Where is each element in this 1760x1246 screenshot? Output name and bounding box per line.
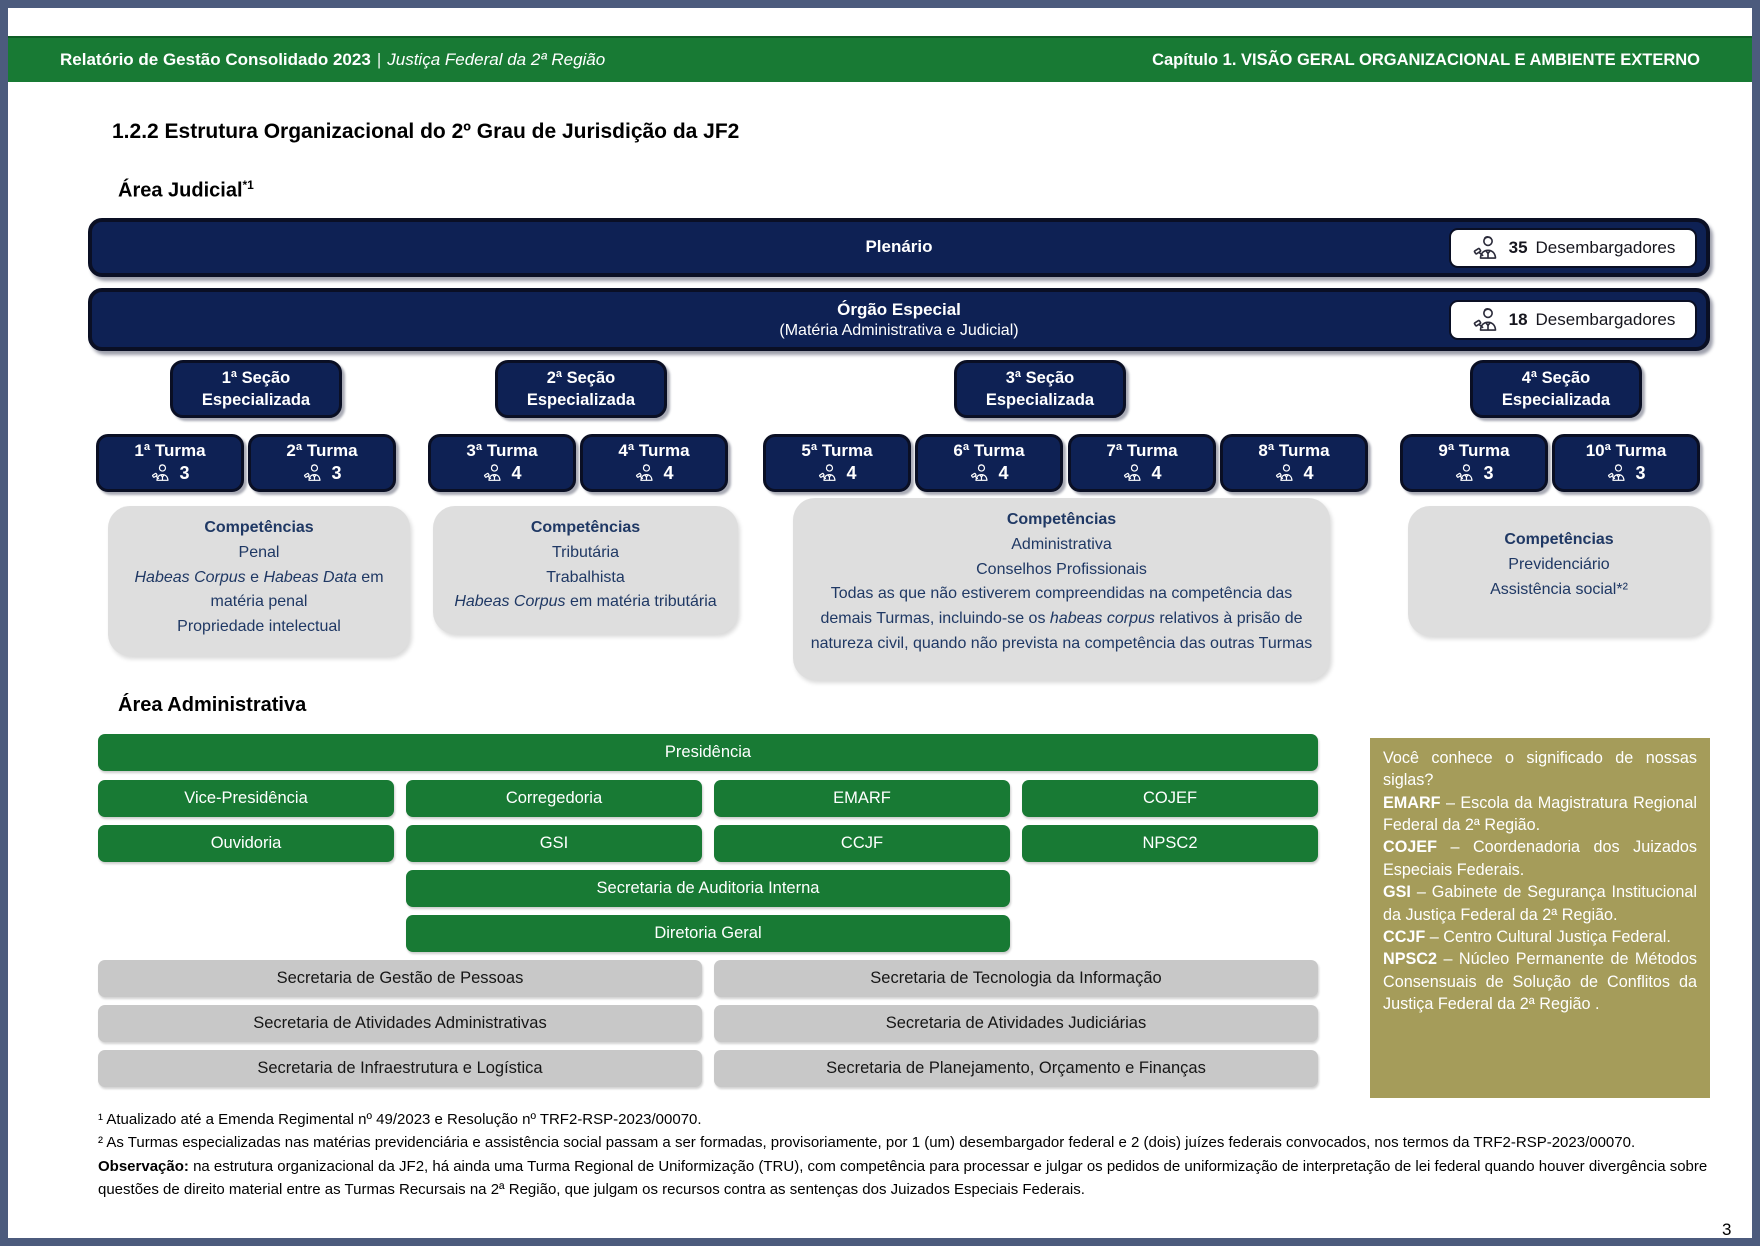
bar-cojef: COJEF — [1022, 780, 1318, 817]
secao-4-box: 4ª Seção Especializada — [1470, 360, 1642, 418]
acronyms-sidebar — [1370, 738, 1710, 1098]
header-separator: | — [376, 50, 382, 69]
bar-secretaria-infraestrutura-logistica: Secretaria de Infraestrutura e Logística — [98, 1050, 702, 1087]
footnotes: ¹ Atualizado até a Emenda Regimental nº 49/2023 e Resolução nº TRF2-RSP-2023/00070. ² As Turmas especializadas nas matérias previdenciária e assistência social passam a ser formadas, provisoriamente, por 1 (um) desembargador federal e 2 (dois) juízes federais convocados, nos termos da TRF2-RSP-2023/00070. Observação: na estrutura organizacional da JF2, há ainda uma Turma Regional de Uniformização (TRU), com competência para processar e julgar os pedidos de uniformização de interpretação de lei federal quando houver divergência sobre questões de direito material entre as Turmas Recursais na 2ª Região, que julgam os recursos contra as sentenças dos Juizados Especiais Federais. — [98, 1111, 1708, 1198]
judge-icon — [817, 462, 839, 484]
badge-count: 18 — [1508, 309, 1528, 329]
bar-gsi: GSI — [406, 825, 702, 862]
judge-icon — [302, 462, 324, 484]
judge-icon — [482, 462, 504, 484]
bar-ouvidoria: Ouvidoria — [98, 825, 394, 862]
turma-8-box: 8ª Turma 4 — [1220, 434, 1368, 492]
secao-3-box: 3ª Seção Especializada — [954, 360, 1126, 418]
competencias-box-3: Competências Administrativa Conselhos Profissionais Todas as que não estiverem compreendidas na competência das demais Turmas, incluindo-se os habeas corpus relativos à prisão de natureza civil, quando não prevista na competência das outras Turmas — [793, 498, 1330, 680]
plenario-badge — [1449, 228, 1697, 268]
judicial-heading: Área Judicial$^{*1}$ — [118, 178, 254, 202]
competencias-lines: Tributária Trabalhista Habeas Corpus em matéria tributária — [454, 543, 717, 611]
judge-icon — [1471, 305, 1501, 335]
page-title: 1.2.2 Estrutura Organizacional do 2º Grau de Jurisdição da JF2 — [112, 120, 740, 143]
page-number: 3 — [1722, 1220, 1732, 1239]
bar-secretaria-atividades-judiciarias: Secretaria de Atividades Judiciárias — [714, 1005, 1318, 1042]
judge-icon — [634, 462, 656, 484]
sidebar-intro: Você conhece o significado de nossas siglas? — [1383, 749, 1697, 790]
turma-1-box: 1ª Turma 3 — [96, 434, 244, 492]
judge-icon — [1606, 462, 1628, 484]
turma-6-box: 6ª Turma 4 — [915, 434, 1063, 492]
turma-5-box: 5ª Turma 4 — [763, 434, 911, 492]
badge-label: Desembargadores — [1535, 309, 1676, 329]
bar-vice-presidencia: Vice-Presidência — [98, 780, 394, 817]
competencias-box-2: Competências Tributária Trabalhista Habeas Corpus em matéria tributária — [433, 506, 738, 634]
judge-icon — [1454, 462, 1476, 484]
turma-3-box: 3ª Turma 4 — [428, 434, 576, 492]
competencias-lines: Previdenciário Assistência social*² — [1490, 555, 1628, 598]
bar-diretoria-geral: Diretoria Geral — [406, 915, 1010, 952]
secao-1-box: 1ª Seção Especializada — [170, 360, 342, 418]
plenario-label: Plenário — [865, 237, 933, 257]
judge-icon — [969, 462, 991, 484]
bar-corregedoria: Corregedoria — [406, 780, 702, 817]
bar-secretaria-tecnologia-informacao: Secretaria de Tecnologia da Informação — [714, 960, 1318, 997]
header-chapter-title: Capítulo 1. VISÃO GERAL ORGANIZACIONAL E AMBIENTE EXTERNO — [1152, 50, 1700, 69]
bar-npsc2: NPSC2 — [1022, 825, 1318, 862]
judge-icon — [1122, 462, 1144, 484]
sidebar-entries: EMARF – Escola da Magistratura Regional Federal da 2ª Região. COJEF – Coordenadoria dos Juizados Especiais Federais. GSI – Gabinete de Segurança Institucional da Justiça Federal da 2ª Região. CCJF – Centro Cultural Justiça Federal. NPSC2 – Núcleo Permanente de Métodos Consensuais de Solução de Conflitos da Justiça Federal da 2ª Região . — [1383, 793, 1697, 1013]
secao-2-box: 2ª Seção Especializada — [495, 360, 667, 418]
bar-ccjf: CCJF — [714, 825, 1010, 862]
header-report-title: Relatório de Gestão Consolidado 2023 | Justiça Federal da 2ª Região — [60, 50, 606, 69]
orgao-especial-label: Órgão Especial — [837, 300, 961, 320]
bar-auditoria-interna: Secretaria de Auditoria Interna — [406, 870, 1010, 907]
turma-7-box: 7ª Turma 4 — [1068, 434, 1216, 492]
competencias-lines: Penal Habeas Corpus e Habeas Data em matéria penal Propriedade intelectual — [134, 543, 384, 636]
bar-secretaria-gestao-pessoas: Secretaria de Gestão de Pessoas — [98, 960, 702, 997]
competencias-box-4: Competências Previdenciário Assistência social*² — [1408, 506, 1710, 636]
bar-presidencia: Presidência — [98, 734, 1318, 771]
turma-10-box: 10ª Turma 3 — [1552, 434, 1700, 492]
orgao-especial-bar — [88, 288, 1710, 351]
bar-emarf: EMARF — [714, 780, 1010, 817]
badge-count: 35 — [1508, 237, 1528, 257]
competencias-box-1: Competências Penal Habeas Corpus e Habeas Data em matéria penal Propriedade intelectual — [108, 506, 410, 656]
bar-secretaria-planejamento-orcamento-financas: Secretaria de Planejamento, Orçamento e Finanças — [714, 1050, 1318, 1087]
judge-icon — [1274, 462, 1296, 484]
administrativa-heading: Área Administrativa — [118, 694, 307, 716]
orgao-especial-badge — [1449, 300, 1697, 340]
turma-9-box: 9ª Turma 3 — [1400, 434, 1548, 492]
orgao-especial-sublabel: (Matéria Administrativa e Judicial) — [779, 321, 1019, 339]
plenario-bar — [88, 218, 1710, 277]
judge-icon — [1471, 233, 1501, 263]
bar-secretaria-atividades-administrativas: Secretaria de Atividades Administrativas — [98, 1005, 702, 1042]
judicial-heading-footnote-ref: *1 — [242, 178, 254, 192]
competencias-lines: Administrativa Conselhos Profissionais Todas as que não estiverem compreendidas na competência das demais Turmas, incluindo-se os habeas corpus relativos à prisão de natureza civil, quando não prevista na competência das outras Turmas — [810, 535, 1313, 652]
turma-4-box: 4ª Turma 4 — [580, 434, 728, 492]
page-header — [8, 36, 1752, 82]
turma-2-box: 2ª Turma 3 — [248, 434, 396, 492]
judge-icon — [150, 462, 172, 484]
badge-label: Desembargadores — [1535, 237, 1676, 257]
